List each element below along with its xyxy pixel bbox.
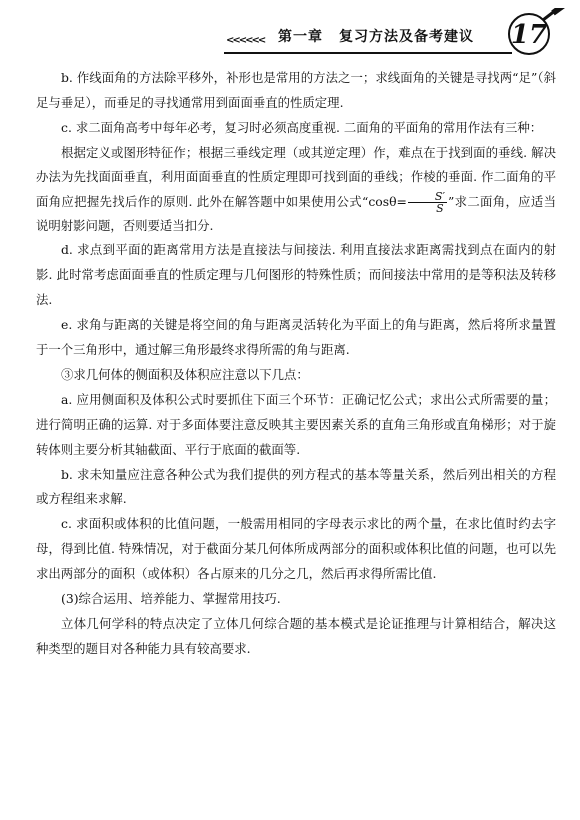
chevron-decoration-icon: <<<<<< xyxy=(226,35,265,46)
paragraph: e. 求角与距离的关键是将空间的角与距离灵活转化为平面上的角与距离，然后将所求量置于一个三角形中，通过解三角形最终求得所需的角与距离. xyxy=(36,317,556,357)
formula-suffix: ” xyxy=(447,193,455,209)
paragraph: 立体几何学科的特点决定了立体几何综合题的基本模式是论证推理与计算相结合，解决这种类型的题目对各种能力具有较高要求. xyxy=(36,615,556,656)
formula-prefix: “cosθ= xyxy=(361,193,407,209)
formula-numerator: S′ xyxy=(408,191,447,203)
formula-denominator: S xyxy=(436,201,444,215)
header-rule xyxy=(224,52,512,54)
paragraph-text: 根据定义或图形特征作；根据三垂线定理（或其逆定理）作，难点在于找到面的垂线. 解决办法为先找面面垂直，利用面面垂直的性质定理即可找到面的垂线；作棱的垂面. 作二面角的平面角应把握先找后作的原则. 此外在解答题中如果使用公式 xyxy=(36,144,556,209)
section-heading: (3)综合运用、培养能力、掌握常用技巧. xyxy=(61,591,281,607)
paragraph: a. 应用侧面积及体积公式时要抓住下面三个环节：正确记忆公式；求出公式所需要的量；进行简明正确的运算. 对于多面体要注意反映其主要因素关系的直角三角形或直角梯形；对于旋转体则主要分析其轴截面、平行于底面的截面等. xyxy=(36,391,556,457)
paragraph-text: 求二面角，应适当说明射影问题，否则要适当扣分. xyxy=(36,193,556,233)
body-text xyxy=(36,66,556,662)
chapter-heading xyxy=(278,26,474,46)
paragraph: d. 求点到平面的距离常用方法是直接法与间接法. 利用直接法求距离需找到点在面内的射影. 此时常考虑面面垂直的性质定理与几何图形的特殊性质；而间接法中常用的是等积法及转移法. xyxy=(36,242,556,308)
paragraph: b. 求未知量应注意各种公式为我们提供的列方程式的基本等量关系，然后列出相关的方程或方程组来求解. xyxy=(36,466,556,507)
formula-fraction xyxy=(408,191,447,214)
chapter-title: 复习方法及备考建议 xyxy=(339,29,474,45)
chapter-label: 第一章 xyxy=(278,29,323,45)
paragraph: b. 作线面角的方法除平移外，补形也是常用的方法之一；求线面角的关键是寻找两“足”（斜足与垂足），而垂足的寻找通常用到面面垂直的性质定理. xyxy=(36,70,556,110)
section-heading: ③求几何体的侧面积及体积应注意以下几点： xyxy=(61,366,309,382)
paragraph-with-formula xyxy=(36,141,556,239)
paragraph: c. 求二面角高考中每年必考，复习时必须高度重视. 二面角的平面角的常用作法有三种： xyxy=(61,119,543,135)
running-header xyxy=(0,8,580,58)
paragraph: c. 求面积或体积的比值问题，一般需用相同的字母表示求比的两个量，在求比值时约去字母，得到比值. 特殊情况，对于截面分某几何体所成两部分的面积或体积比值的问题，也可以先求出两部分的面积（或体积）各占原来的几分之几，然后再求得所需比值. xyxy=(36,516,556,582)
page-number: 17 xyxy=(510,20,548,50)
